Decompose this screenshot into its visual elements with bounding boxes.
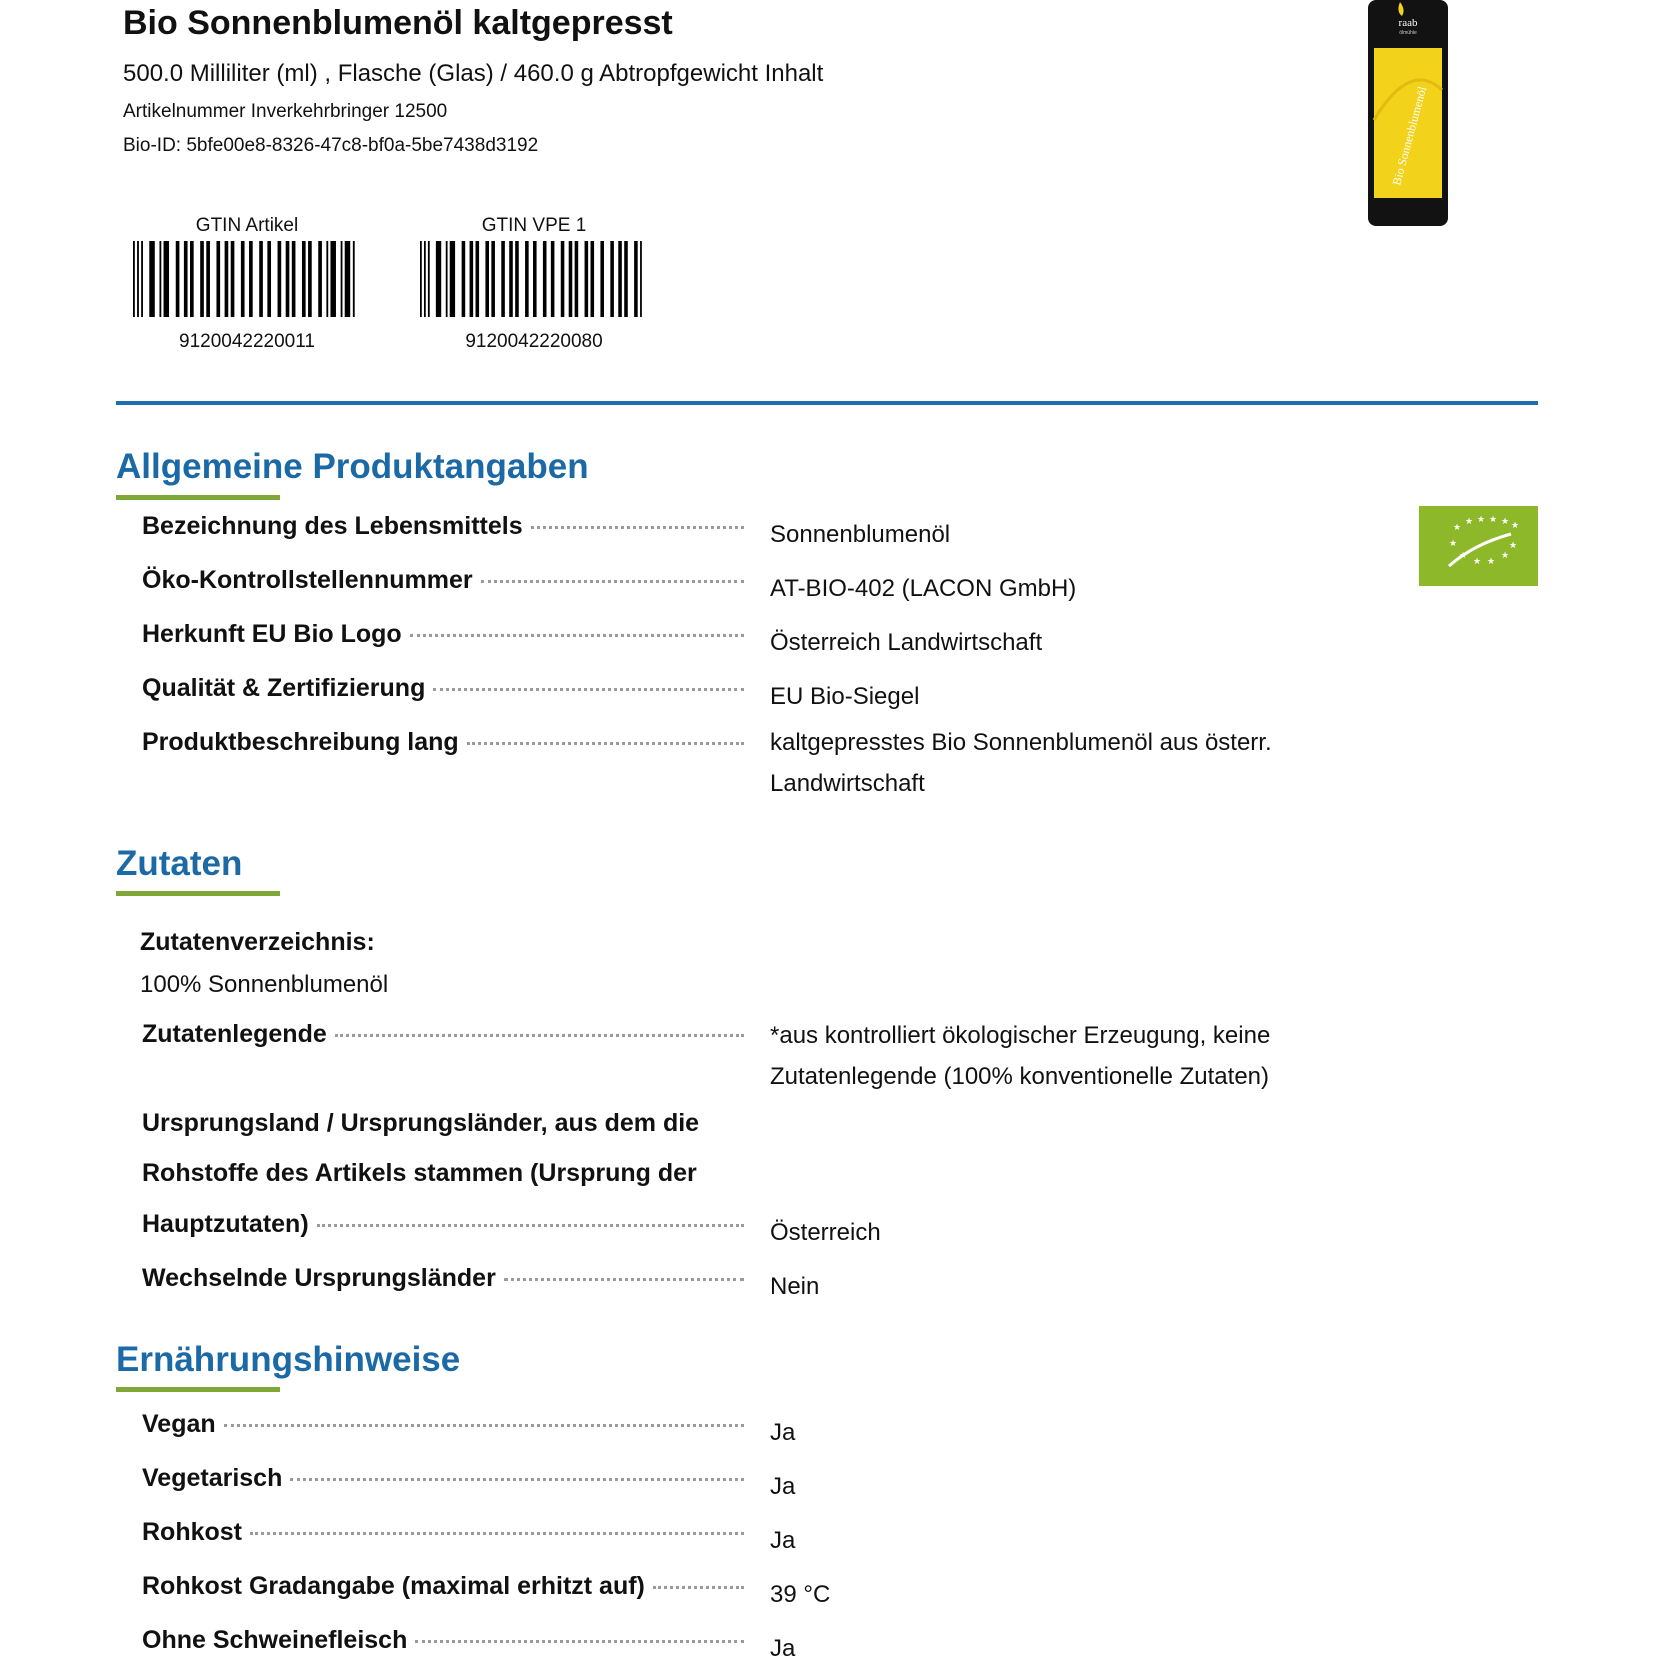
info-value: Ja xyxy=(770,1527,796,1554)
barcode-bar xyxy=(569,241,573,317)
info-label: Vegetarisch xyxy=(142,1464,744,1493)
barcode-bar xyxy=(525,241,529,317)
info-value: Ja xyxy=(770,1635,796,1662)
info-label: Rohkost Gradangabe (maximal erhitzt auf) xyxy=(142,1572,744,1601)
info-label: Herkunft EU Bio Logo xyxy=(142,620,744,649)
eu-star-icon: ★ xyxy=(1464,517,1474,527)
oil-bottle-image xyxy=(1360,0,1455,228)
barcode-bar xyxy=(424,241,426,317)
barcode-bar xyxy=(345,241,351,317)
barcode-bar xyxy=(600,241,604,317)
barcode-article xyxy=(127,213,367,353)
info-label: Vegan xyxy=(142,1410,744,1439)
barcode-bar xyxy=(533,241,537,317)
info-value: Österreich xyxy=(770,1219,881,1246)
section-underline xyxy=(116,891,280,896)
barcode-bar xyxy=(216,241,220,317)
barcode-bar xyxy=(624,241,628,317)
info-label: Öko-Kontrollstellennummer xyxy=(142,566,744,595)
barcode-bar xyxy=(190,241,194,317)
info-label: Ohne Schweinefleisch xyxy=(142,1626,744,1655)
barcode-bar xyxy=(610,241,614,317)
info-label: Produktbeschreibung lang xyxy=(142,728,744,757)
barcode-bar xyxy=(515,241,519,317)
barcode-bar xyxy=(133,241,135,317)
product-title: Bio Sonnenblumenöl kaltgepresst xyxy=(123,4,673,42)
info-value: EU Bio-Siegel xyxy=(770,683,920,710)
barcode-bar xyxy=(278,241,282,317)
eu-star-icon: ★ xyxy=(1500,517,1510,527)
barcode-bar xyxy=(634,241,638,317)
barcode-bar xyxy=(308,241,312,317)
section-underline xyxy=(116,1387,280,1392)
info-label: Zutatenlegende xyxy=(142,1020,744,1049)
barcode-bar xyxy=(249,241,253,317)
barcode-bar xyxy=(420,241,422,317)
barcode-bar xyxy=(485,241,489,317)
barcode-bar xyxy=(640,241,642,317)
info-value: kaltgepresstes Bio Sonnenblumenöl aus österr. Landwirtschaft xyxy=(770,729,1272,797)
barcode-bar xyxy=(292,241,296,317)
info-value: *aus kontrolliert ökologischer Erzeugung, keine Zutatenlegende (100% konventionelle Zutaten) xyxy=(770,1022,1271,1090)
header-divider xyxy=(116,401,1538,405)
info-label: Bezeichnung des Lebensmittels xyxy=(142,512,744,541)
eu-star-icon: ★ xyxy=(1458,551,1468,561)
barcode-bar xyxy=(501,241,505,317)
barcode-bar xyxy=(302,241,306,317)
barcode-bar xyxy=(137,241,139,317)
barcode-bar xyxy=(318,241,322,317)
barcode-bar xyxy=(575,241,579,317)
ingredients-list-value: 100% Sonnenblumenöl xyxy=(140,971,389,998)
barcode-bar xyxy=(159,241,161,317)
barcode-bar xyxy=(476,241,480,317)
info-label: Qualität & Zertifizierung xyxy=(142,674,744,703)
eu-organic-leaf-logo xyxy=(1419,506,1538,586)
info-value: Nein xyxy=(770,1273,820,1300)
barcode-bar xyxy=(450,241,455,317)
barcode-vpe xyxy=(414,213,654,353)
eu-star-icon: ★ xyxy=(1488,515,1498,525)
info-value: Sonnenblumenöl xyxy=(770,521,951,548)
section-heading-ingredients: Zutaten xyxy=(116,844,243,883)
bottle-brand: raab xyxy=(1398,17,1418,29)
barcode-bar xyxy=(543,241,547,317)
barcode-bar xyxy=(141,241,143,317)
eu-star-icon: ★ xyxy=(1448,539,1458,549)
article-number: Artikelnummer Inverkehrbringer 12500 xyxy=(123,101,448,122)
barcode-bar xyxy=(470,241,474,317)
barcode-bar xyxy=(149,241,155,317)
eu-star-icon: ★ xyxy=(1476,515,1486,525)
barcode-bar xyxy=(200,241,204,317)
product-package-info: 500.0 Milliliter (ml) , Flasche (Glas) / 460.0 g Abtropfgewicht Inhalt xyxy=(123,60,824,87)
barcode-label: GTIN Artikel xyxy=(195,215,299,236)
info-value: AT-BIO-402 (LACON GmbH) xyxy=(770,575,1077,602)
info-label: Hauptzutaten) xyxy=(142,1210,744,1239)
bottle-brand-sub: ölmühle xyxy=(1399,30,1417,36)
eu-star-icon: ★ xyxy=(1486,557,1496,567)
barcode-bar xyxy=(259,241,263,317)
barcode-bar xyxy=(585,241,589,317)
eu-star-icon: ★ xyxy=(1508,541,1518,551)
barcode-bar xyxy=(428,241,430,317)
bottle-label-text: Bio Sonnenblumenöl xyxy=(1389,84,1430,187)
barcode-label: GTIN VPE 1 xyxy=(481,215,587,236)
barcode-bar xyxy=(176,241,180,317)
barcode-bar xyxy=(561,241,565,317)
info-value: 39 °C xyxy=(770,1581,831,1608)
barcode-bar xyxy=(267,241,271,317)
info-label: Rohkost xyxy=(142,1518,744,1547)
barcode-bar xyxy=(286,241,290,317)
barcode-icon xyxy=(133,241,361,317)
barcode-bar xyxy=(326,241,328,317)
info-value: Ja xyxy=(770,1419,796,1446)
barcode-bar xyxy=(591,241,595,317)
eu-star-icon: ★ xyxy=(1510,521,1520,531)
barcode-bar xyxy=(206,241,210,317)
barcode-bar xyxy=(330,241,336,317)
bio-id: Bio-ID: 5bfe00e8-8326-47c8-bf0a-5be7438d3192 xyxy=(123,135,539,156)
ingredients-list-label: Zutatenverzeichnis: xyxy=(140,928,375,956)
info-label: Wechselnde Ursprungsländer xyxy=(142,1264,744,1293)
barcode-bar xyxy=(164,241,170,317)
origin-label xyxy=(142,1098,744,1198)
barcode-bar xyxy=(462,241,466,317)
section-heading-general: Allgemeine Produktangaben xyxy=(116,447,589,486)
barcode-bar xyxy=(184,241,188,317)
barcode-bar xyxy=(551,241,555,317)
barcode-bar xyxy=(241,241,245,317)
origin-label-line: Ursprungsland / Ursprungsländer, aus dem die xyxy=(142,1109,700,1137)
barcode-bar xyxy=(231,241,235,317)
eu-star-icon: ★ xyxy=(1472,557,1482,567)
section-heading-nutrition: Ernährungshinweise xyxy=(116,1340,461,1379)
barcode-bar xyxy=(491,241,495,317)
eu-star-icon: ★ xyxy=(1500,551,1510,561)
info-value: Österreich Landwirtschaft xyxy=(770,629,1043,656)
barcode-bar xyxy=(436,241,441,317)
info-value: Ja xyxy=(770,1473,796,1500)
barcode-bar xyxy=(618,241,622,317)
origin-label-line: Rohstoffe des Artikels stammen (Ursprung der xyxy=(142,1159,697,1187)
barcode-icon xyxy=(420,241,648,317)
barcode-bar xyxy=(341,241,343,317)
barcode-bar xyxy=(225,241,229,317)
barcode-bar xyxy=(509,241,513,317)
barcode-number: 9120042220011 xyxy=(179,331,315,352)
eu-star-icon: ★ xyxy=(1452,523,1462,533)
barcode-number: 9120042220080 xyxy=(465,331,603,352)
barcode-bar xyxy=(353,241,355,317)
section-underline xyxy=(116,495,280,500)
barcode-bar xyxy=(446,241,448,317)
